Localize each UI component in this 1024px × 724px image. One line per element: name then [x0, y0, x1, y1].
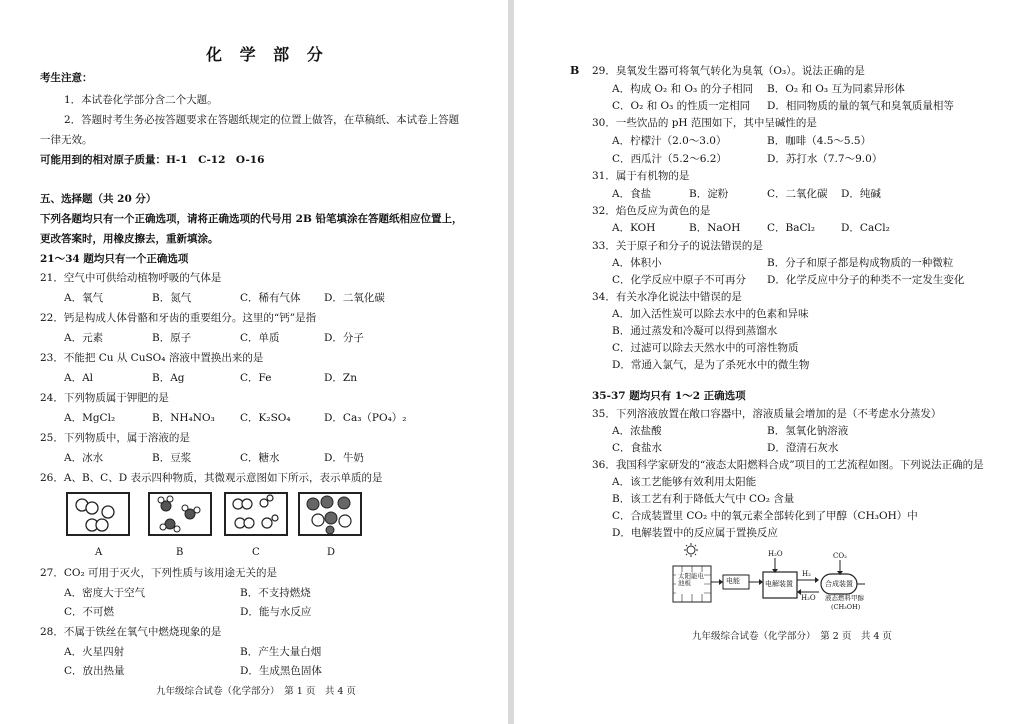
q31-option-a: A．食盐	[612, 188, 652, 200]
question-24: 24．下列物质属于钾肥的是	[40, 392, 169, 404]
q30-option-d: D．苏打水（7.7～9.0）	[767, 153, 883, 165]
q32-option-c: C．BaCl₂	[767, 222, 816, 234]
q21-option-a: A．氧气	[64, 292, 104, 304]
section-title: 五、选择题（共 20 分）	[40, 193, 157, 205]
electrolysis-label: 电解装置	[765, 580, 793, 588]
atomic-mass: 可能用到的相对原子质量：H-1 C-12 O-16	[40, 154, 265, 166]
q34-option-c: C．过滤可以除去天然水中的可溶性物质	[612, 342, 799, 354]
q24-option-d: D．Ca₃（PO₄）₂	[324, 412, 407, 424]
product-label: 液态燃料甲醇	[825, 594, 864, 602]
q33-option-d: D．化学反应中分子的种类不一定发生变化	[767, 274, 965, 286]
box-label-c: C	[252, 547, 260, 558]
synthesis-label: 合成装置	[825, 580, 853, 588]
page-footer: 九年级综合试卷（化学部分） 第 1 页 共 4 页	[156, 686, 356, 697]
q32-option-b: B．NaOH	[689, 222, 741, 234]
q27-option-a: A．密度大于空气	[64, 587, 146, 599]
q35-option-a: A．浓盐酸	[612, 425, 662, 437]
question-35: 35．下列溶液放置在敞口容器中，溶液质量会增加的是（不考虑水分蒸发）	[592, 408, 942, 420]
notice-2a: 2．答题时考生务必按答题要求在答题纸规定的位置上做答，在草稿纸、本试卷上答题	[64, 114, 460, 126]
question-34: 34．有关水净化说法中错误的是	[592, 291, 742, 303]
molecule-box-b	[148, 492, 212, 536]
q31-option-b: B．淀粉	[689, 188, 729, 200]
q30-option-b: B．咖啡（4.5～5.5）	[767, 135, 872, 147]
q30-option-a: A．柠檬汁（2.0～3.0）	[612, 135, 727, 147]
q22-option-b: B．原子	[152, 332, 192, 344]
q36-option-a: A．该工艺能够有效利用太阳能	[612, 476, 757, 488]
q28-option-b: B．产生大量白烟	[240, 646, 322, 658]
molecule-diagram-d	[300, 494, 360, 534]
margin-mark: B	[570, 64, 580, 77]
sun-icon	[684, 543, 698, 557]
q27-option-d: D．能与水反应	[240, 606, 312, 618]
question-23: 23．不能把 Cu 从 CuSO₄ 溶液中置换出来的是	[40, 352, 264, 364]
notice-1: 1．本试卷化学部分含二个大题。	[64, 94, 218, 106]
question-21: 21．空气中可供给动植物呼吸的气体是	[40, 272, 222, 284]
sub-heading-35-37: 35-37 题均只有 1～2 正确选项	[592, 390, 746, 402]
water-input-label: H₂O	[768, 550, 783, 558]
box-label-d: D	[327, 547, 336, 558]
sub-heading: 21～34 题均只有一个正确选项	[40, 253, 189, 265]
q35-option-d: D．澄清石灰水	[767, 442, 839, 454]
q32-option-d: D．CaCl₂	[841, 222, 890, 234]
process-flow-diagram	[665, 542, 875, 614]
exam-page-1	[0, 0, 507, 724]
question-25: 25．下列物质中，属于溶液的是	[40, 432, 190, 444]
q25-option-a: A．冰水	[64, 452, 104, 464]
box-label-b: B	[176, 547, 184, 558]
molecule-diagram-b	[150, 494, 210, 534]
q29-option-c: C．O₂ 和 O₃ 的性质一定相同	[612, 100, 751, 112]
q33-option-a: A．体积小	[612, 257, 662, 269]
question-36: 36．我国科学家研发的“液态太阳燃料合成”项目的工艺流程如图。下列说法正确的是	[592, 459, 984, 471]
q23-option-a: A．Al	[64, 372, 94, 384]
q36-option-d: D．电解装置中的反应属于置换反应	[612, 527, 778, 539]
question-31: 31．属于有机物的是	[592, 170, 690, 182]
exam-page-2	[515, 0, 1024, 724]
page-gutter	[508, 0, 514, 724]
question-27: 27．CO₂ 可用于灭火，下列性质与该用途无关的是	[40, 567, 278, 579]
q27-option-b: B．不支持燃烧	[240, 587, 311, 599]
question-32: 32．焰色反应为黄色的是	[592, 205, 711, 217]
q24-option-b: B．NH₄NO₃	[152, 412, 215, 424]
q23-option-d: D．Zn	[324, 372, 357, 384]
section-desc-2: 更改答案时，用橡皮擦去，重新填涂。	[40, 233, 219, 245]
q28-option-d: D．生成黑色固体	[240, 665, 322, 677]
q36-option-c: C．合成装置里 CO₂ 中的氧元素全部转化到了甲醇（CH₃OH）中	[612, 510, 918, 522]
q36-option-b: B．该工艺有利于降低大气中 CO₂ 含量	[612, 493, 795, 505]
q25-option-c: C．糖水	[240, 452, 280, 464]
solar-panel-label: 太阳能电池板	[678, 572, 704, 588]
q29-option-a: A．构成 O₂ 和 O₃ 的分子相同	[612, 83, 754, 95]
notice-heading: 考生注意：	[40, 72, 93, 84]
question-26: 26．A、B、C、D 表示四种物质，其微观示意图如下所示，表示单质的是	[40, 472, 383, 484]
question-33: 33．关于原子和分子的说法错误的是	[592, 240, 763, 252]
q31-option-c: C．二氧化碳	[767, 188, 828, 200]
electricity-label: 电能	[726, 577, 740, 585]
question-22: 22．钙是构成人体骨骼和牙齿的重要组分。这里的“钙”是指	[40, 312, 317, 324]
water-return-label: H₂O	[801, 594, 816, 602]
co2-input-label: CO₂	[833, 552, 847, 560]
q33-option-c: C．化学反应中原子不可再分	[612, 274, 747, 286]
q31-option-d: D．纯碱	[841, 188, 881, 200]
q23-option-c: C．Fe	[240, 372, 272, 384]
molecule-diagram-a	[68, 494, 128, 534]
notice-2b: 一律无效。	[40, 134, 93, 146]
question-30: 30．一些饮品的 pH 范围如下，其中呈碱性的是	[592, 117, 817, 129]
molecule-box-a	[66, 492, 130, 536]
q30-option-c: C．西瓜汁（5.2～6.2）	[612, 153, 727, 165]
molecule-box-c	[224, 492, 288, 536]
molecule-box-d	[298, 492, 362, 536]
question-28: 28．不属于铁丝在氧气中燃烧现象的是	[40, 626, 222, 638]
q25-option-d: D．牛奶	[324, 452, 364, 464]
q34-option-d: D．常通入氯气，是为了杀死水中的微生物	[612, 359, 810, 371]
product-formula-label: (CH₃OH)	[831, 603, 861, 611]
q32-option-a: A．KOH	[612, 222, 656, 234]
q35-option-b: B．氢氧化钠溶液	[767, 425, 849, 437]
question-29: 29．臭氧发生器可将氧气转化为臭氧（O₃）。说法正确的是	[592, 65, 865, 77]
q34-option-b: B．通过蒸发和冷凝可以得到蒸馏水	[612, 325, 778, 337]
page-title: 化 学 部 分	[206, 45, 329, 64]
q33-option-b: B．分子和原子都是构成物质的一种微粒	[767, 257, 954, 269]
q24-option-c: C．K₂SO₄	[240, 412, 291, 424]
q25-option-b: B．豆浆	[152, 452, 192, 464]
q22-option-c: C．单质	[240, 332, 280, 344]
q21-option-b: B．氮气	[152, 292, 192, 304]
q28-option-a: A．火星四射	[64, 646, 125, 658]
q34-option-a: A．加入活性炭可以除去水中的色素和异味	[612, 308, 809, 320]
hydrogen-label: H₂	[802, 570, 811, 578]
q23-option-b: B．Ag	[152, 372, 185, 384]
q21-option-c: C．稀有气体	[240, 292, 301, 304]
q22-option-d: D．分子	[324, 332, 364, 344]
q28-option-c: C．放出热量	[64, 665, 125, 677]
q27-option-c: C．不可燃	[64, 606, 115, 618]
q29-option-d: D．相同物质的量的氧气和臭氧质量相等	[767, 100, 954, 112]
page-footer-2: 九年级综合试卷（化学部分） 第 2 页 共 4 页	[692, 631, 892, 642]
q21-option-d: D．二氧化碳	[324, 292, 385, 304]
box-label-a: A	[95, 547, 103, 558]
q24-option-a: A．MgCl₂	[64, 412, 116, 424]
molecule-diagram-c	[226, 494, 286, 534]
q29-option-b: B．O₂ 和 O₃ 互为同素异形体	[767, 83, 905, 95]
q22-option-a: A．元素	[64, 332, 104, 344]
section-desc-1: 下列各题均只有一个正确选项，请将正确选项的代号用 2B 铅笔填涂在答题纸相应位置上，	[40, 213, 463, 225]
q35-option-c: C．食盐水	[612, 442, 663, 454]
